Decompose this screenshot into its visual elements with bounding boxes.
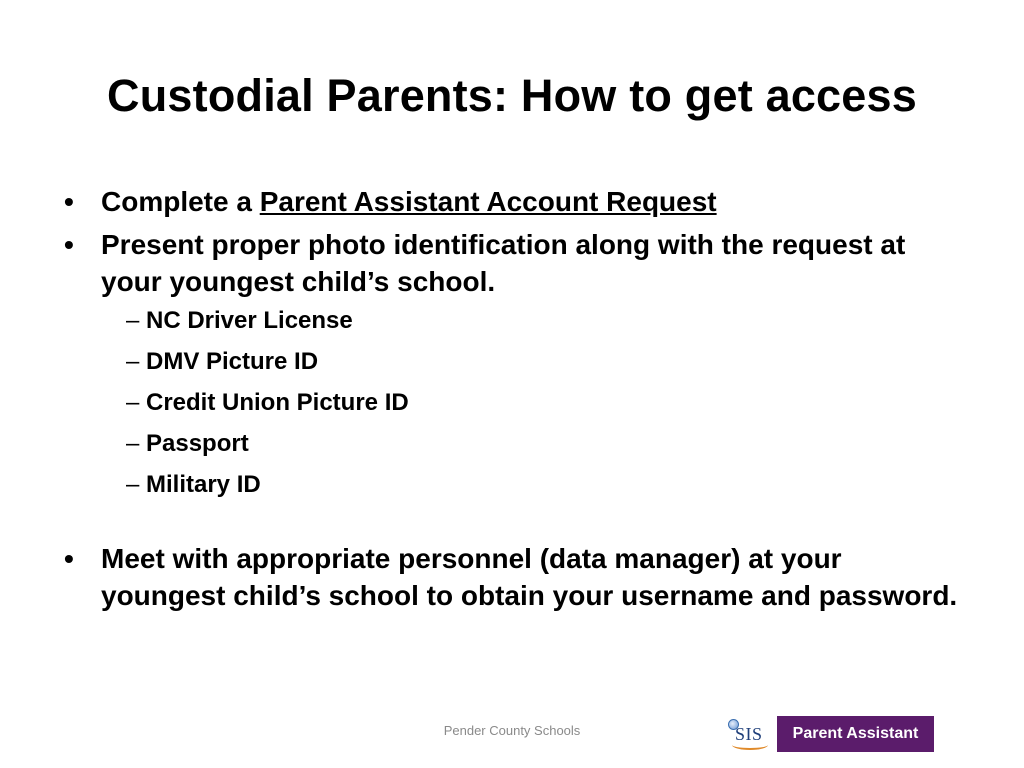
account-request-link[interactable]: Parent Assistant Account Request bbox=[259, 186, 717, 217]
slide-title: Custodial Parents: How to get access bbox=[107, 70, 917, 121]
bullet-text: Meet with appropriate personnel (data manager) at your youngest child’s school to obtain your username and password. bbox=[101, 543, 958, 611]
sub-item-nc-driver-license bbox=[101, 306, 960, 336]
sub-marker: – bbox=[126, 471, 140, 498]
sub-item-text: Military ID bbox=[146, 471, 261, 498]
sub-item-passport bbox=[101, 429, 960, 459]
bullet-item-account-request bbox=[60, 183, 960, 220]
sub-item-text: DMV Picture ID bbox=[146, 348, 319, 375]
bullet-item-photo-id bbox=[60, 226, 960, 500]
parent-assistant-logo: Parent Assistant bbox=[777, 716, 934, 752]
bullet-marker: • bbox=[64, 186, 74, 217]
sub-item-text: Credit Union Picture ID bbox=[146, 389, 409, 416]
bullet-item-meet-personnel bbox=[60, 540, 960, 614]
sub-marker: – bbox=[126, 307, 140, 334]
sub-marker: – bbox=[126, 348, 140, 375]
sub-marker: – bbox=[126, 389, 140, 416]
bullet-text: Complete a bbox=[101, 186, 260, 217]
sis-logo bbox=[726, 716, 770, 750]
bullet-text: Present proper photo identification along with the request at your youngest child’s school. bbox=[101, 229, 906, 297]
sub-item-text: NC Driver License bbox=[146, 307, 353, 334]
sub-item-dmv-picture-id bbox=[101, 347, 960, 377]
sis-logo-text: SIS bbox=[735, 724, 763, 744]
sub-marker: – bbox=[126, 430, 140, 457]
bullet-list bbox=[60, 183, 960, 620]
swoosh-icon bbox=[732, 740, 768, 750]
bullet-marker: • bbox=[64, 229, 74, 260]
sub-item-text: Passport bbox=[146, 430, 249, 457]
id-types-list bbox=[101, 306, 960, 500]
bullet-marker: • bbox=[64, 543, 74, 574]
footer-org-name: Pender County Schools bbox=[443, 723, 581, 738]
sub-item-military-id bbox=[101, 470, 960, 500]
sub-item-credit-union-picture-id bbox=[101, 388, 960, 418]
